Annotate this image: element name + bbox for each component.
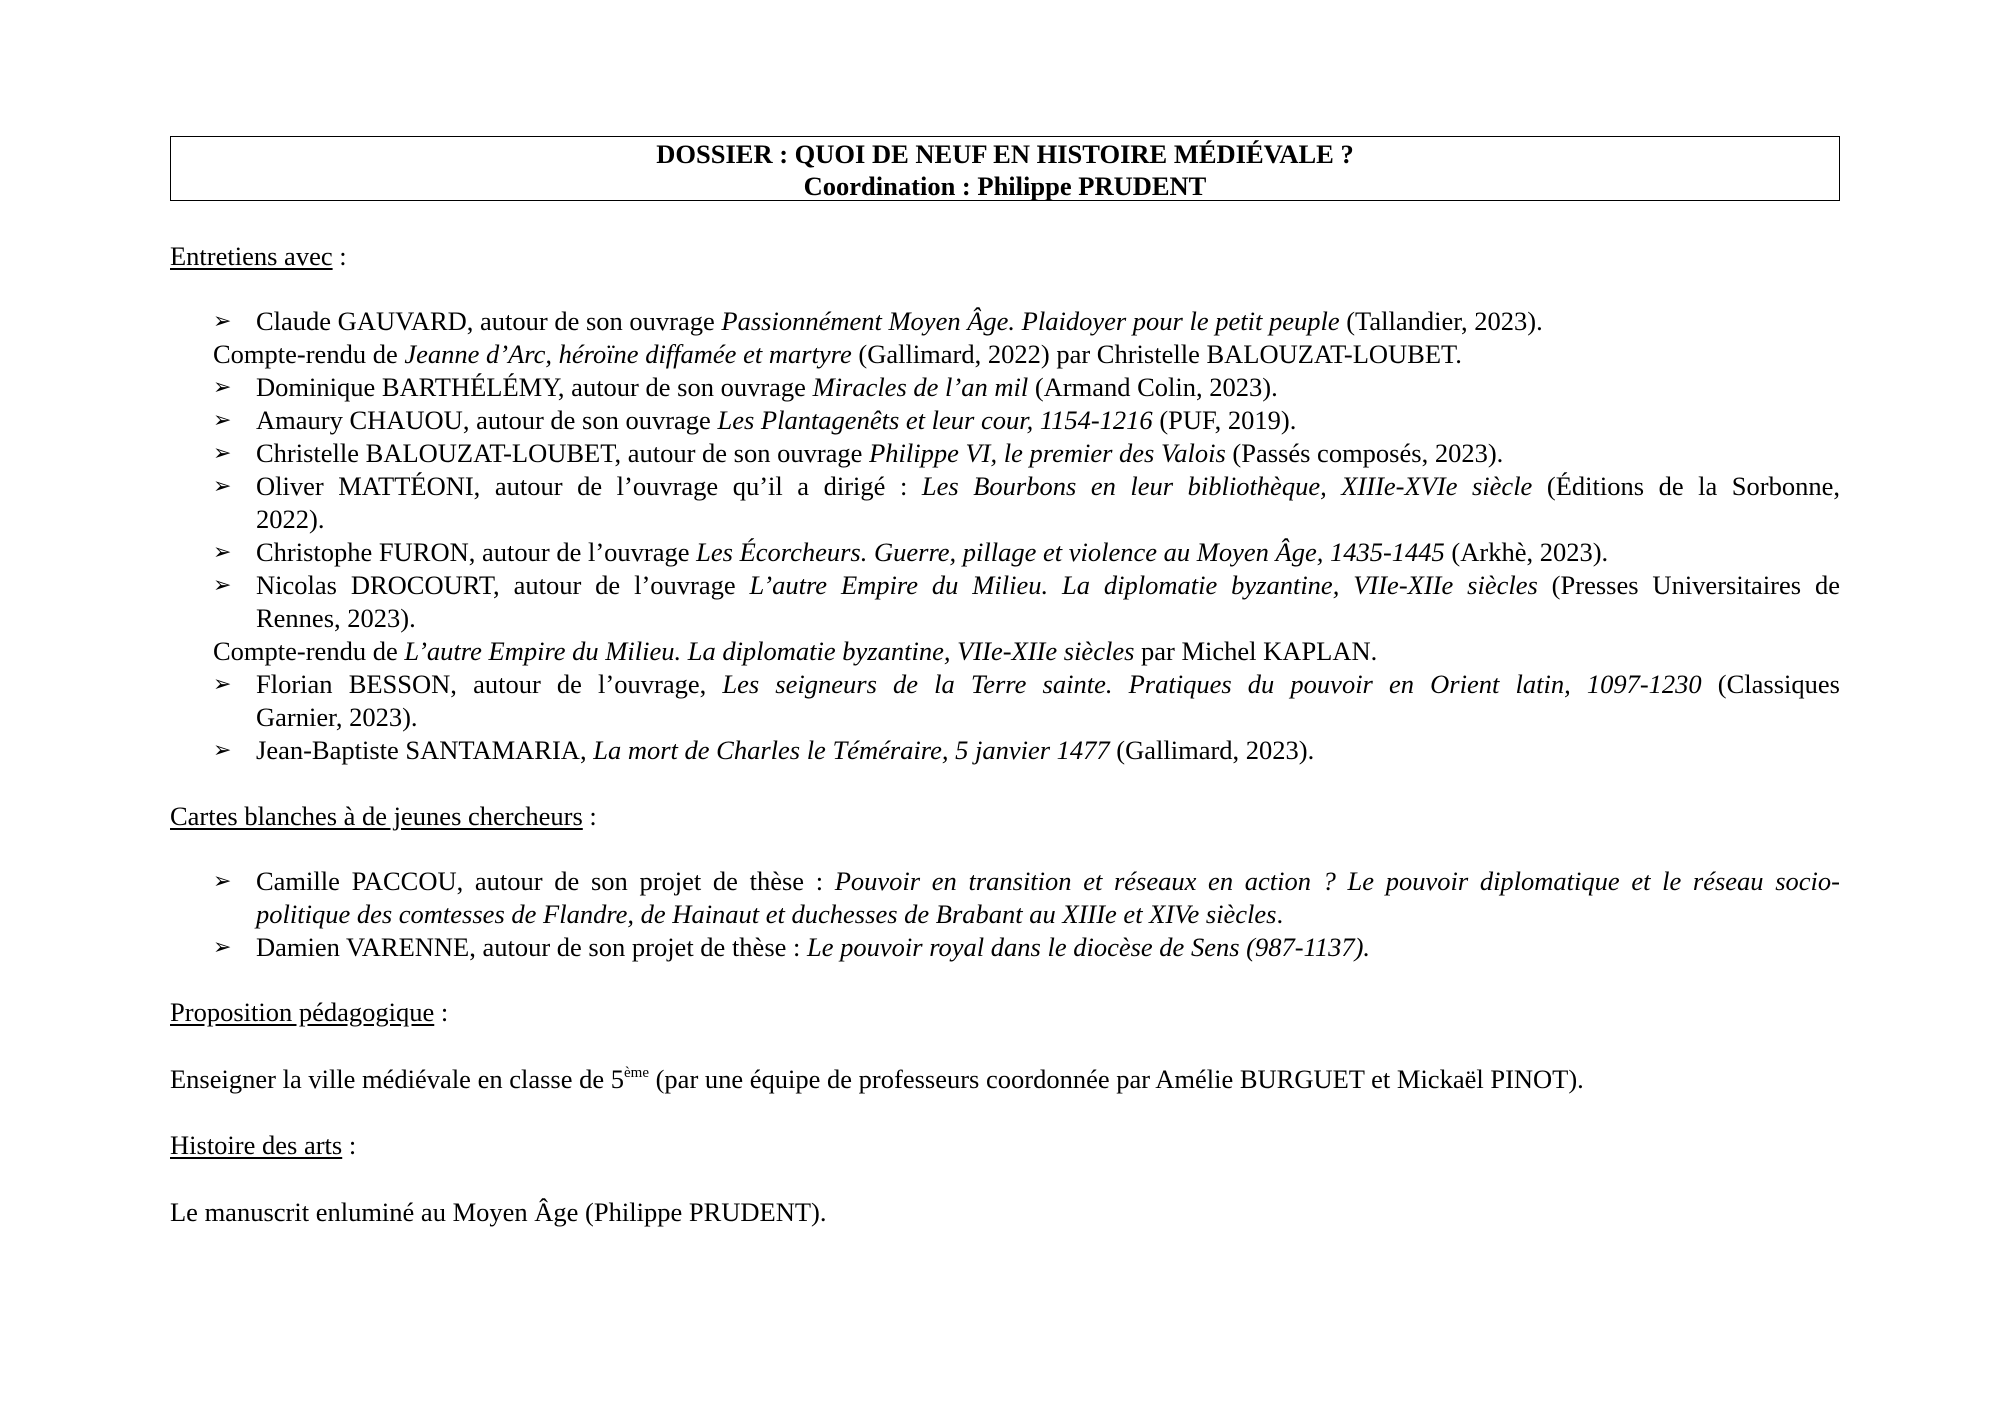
- list-item-line: [256, 470, 1840, 503]
- list-item-line: [256, 898, 1283, 931]
- work-title: Pouvoir en transition et réseaux en action ? Le pouvoir diplomatique et le réseau socio-: [834, 866, 1840, 896]
- dossier-title-box: [170, 136, 1840, 201]
- text-segment: Compte-rendu de: [213, 636, 405, 666]
- text-segment: (Arkhè, 2023).: [1444, 537, 1609, 567]
- list-item-line: [256, 404, 1296, 437]
- arrowhead-bullet-icon: ➢: [213, 573, 232, 598]
- list-item-line: [256, 865, 1840, 898]
- section-heading-histoire-des-arts: [170, 1129, 356, 1162]
- text-segment: (Gallimard, 2022) par Christelle BALOUZAT-LOUBET.: [851, 339, 1462, 369]
- coordination-line: Coordination : Philippe PRUDENT: [803, 171, 1207, 201]
- list-item-line: [256, 437, 1503, 470]
- arrowhead-bullet-icon: ➢: [213, 540, 232, 565]
- arrowhead-bullet-icon: ➢: [213, 309, 232, 334]
- text-segment: par Michel KAPLAN.: [1134, 636, 1378, 666]
- pedagogie-text: [170, 1063, 1584, 1096]
- text-segment: (Gallimard, 2023).: [1109, 735, 1315, 765]
- text-segment: Amaury CHAUOU, autour de son ouvrage: [256, 405, 718, 435]
- arrowhead-bullet-icon: ➢: [213, 869, 232, 894]
- work-title: Passionnément Moyen Âge. Plaidoyer pour le petit peuple: [721, 306, 1340, 336]
- text-segment: Compte-rendu de: [213, 339, 405, 369]
- work-title: Les seigneurs de la Terre sainte. Pratiques du pouvoir en Orient latin, 1097-1230: [722, 669, 1702, 699]
- arrowhead-bullet-icon: ➢: [213, 738, 232, 763]
- pedagogie-text-start: Enseigner la ville médiévale en classe de 5: [170, 1064, 624, 1094]
- text-segment: 2022).: [256, 504, 325, 534]
- text-segment: (Tallandier, 2023).: [1339, 306, 1543, 336]
- heading-colon: :: [434, 997, 449, 1027]
- text-segment: Garnier, 2023).: [256, 702, 418, 732]
- heading-label: Histoire des arts: [170, 1130, 343, 1160]
- list-item-line: [256, 536, 1608, 569]
- text-segment: (Presses Universitaires de: [1537, 570, 1840, 600]
- text-segment: Jean-Baptiste SANTAMARIA,: [256, 735, 594, 765]
- list-item-line: [256, 701, 418, 734]
- section-heading-proposition-pedagogique: [170, 996, 448, 1029]
- review-line: [213, 635, 1377, 668]
- work-title: Miracles de l’an mil: [812, 372, 1029, 402]
- text-segment: Dominique BARTHÉLÉMY, autour de son ouvrage: [256, 372, 813, 402]
- arrowhead-bullet-icon: ➢: [213, 375, 232, 400]
- work-title: Le pouvoir royal dans le diocèse de Sens (987-1137).: [807, 932, 1371, 962]
- section-heading-entretiens: [170, 240, 347, 273]
- dossier-title: DOSSIER : QUOI DE NEUF EN HISTOIRE MÉDIÉVALE ?: [656, 139, 1354, 169]
- text-segment: (Passés composés, 2023).: [1225, 438, 1504, 468]
- pedagogie-text-end: (par une équipe de professeurs coordonnée par Amélie BURGUET et Mickaël PINOT).: [648, 1064, 1584, 1094]
- ordinal-superscript: ème: [624, 1065, 649, 1081]
- heading-colon: :: [342, 1130, 357, 1160]
- work-title: L’autre Empire du Milieu. La diplomatie byzantine, VIIe-XIIe siècles: [404, 636, 1135, 666]
- arrowhead-bullet-icon: ➢: [213, 935, 232, 960]
- text-segment: Christelle BALOUZAT-LOUBET, autour de son ouvrage: [256, 438, 870, 468]
- work-title: L’autre Empire du Milieu. La diplomatie byzantine, VIIe-XIIe siècles: [749, 570, 1538, 600]
- list-item-line: [256, 602, 416, 635]
- heading-label: Proposition pédagogique: [170, 997, 435, 1027]
- text-segment: (Armand Colin, 2023).: [1028, 372, 1278, 402]
- work-title: Philippe VI, le premier des Valois: [869, 438, 1226, 468]
- list-item-line: [256, 503, 324, 536]
- list-item-line: [256, 569, 1840, 602]
- text-segment: (Classiques: [1701, 669, 1840, 699]
- text-segment: (PUF, 2019).: [1152, 405, 1297, 435]
- heading-colon: :: [332, 241, 347, 271]
- text-segment: Christophe FURON, autour de l’ouvrage: [256, 537, 697, 567]
- text-segment: Claude GAUVARD, autour de son ouvrage: [256, 306, 722, 336]
- work-title: politique des comtesses de Flandre, de Hainaut et duchesses de Brabant au XIIIe et XIVe siècles: [256, 899, 1277, 929]
- arts-text: Le manuscrit enluminé au Moyen Âge (Philippe PRUDENT).: [170, 1197, 827, 1227]
- text-segment: Oliver MATTÉONI, autour de l’ouvrage qu’il a dirigé :: [256, 471, 922, 501]
- list-item-line: [256, 305, 1543, 338]
- work-title: Les Écorcheurs. Guerre, pillage et violence au Moyen Âge, 1435-1445: [696, 537, 1445, 567]
- heading-label: Entretiens avec: [170, 241, 333, 271]
- list-item-line: [256, 668, 1840, 701]
- arrowhead-bullet-icon: ➢: [213, 672, 232, 697]
- text-segment: (Éditions de la Sorbonne,: [1532, 471, 1840, 501]
- review-line: [213, 338, 1462, 371]
- text-segment: Rennes, 2023).: [256, 603, 416, 633]
- section-heading-cartes-blanches: [170, 800, 597, 833]
- text-segment: Florian BESSON, autour de l’ouvrage,: [256, 669, 723, 699]
- list-item-line: [256, 931, 1370, 964]
- heading-colon: :: [582, 801, 597, 831]
- text-segment: Camille PACCOU, autour de son projet de thèse :: [256, 866, 835, 896]
- work-title: Jeanne d’Arc, héroïne diffamée et martyre: [404, 339, 852, 369]
- text-segment: Nicolas DROCOURT, autour de l’ouvrage: [256, 570, 750, 600]
- arrowhead-bullet-icon: ➢: [213, 408, 232, 433]
- work-title: Les Bourbons en leur bibliothèque, XIIIe-XVIe siècle: [921, 471, 1533, 501]
- heading-label: Cartes blanches à de jeunes chercheurs: [170, 801, 583, 831]
- arrowhead-bullet-icon: ➢: [213, 441, 232, 466]
- text-segment: Damien VARENNE, autour de son projet de thèse :: [256, 932, 808, 962]
- list-item-line: [256, 371, 1278, 404]
- arrowhead-bullet-icon: ➢: [213, 474, 232, 499]
- work-title: La mort de Charles le Téméraire, 5 janvier 1477: [593, 735, 1110, 765]
- work-title: Les Plantagenêts et leur cour, 1154-1216: [717, 405, 1153, 435]
- text-segment: .: [1276, 899, 1284, 929]
- list-item-line: [256, 734, 1314, 767]
